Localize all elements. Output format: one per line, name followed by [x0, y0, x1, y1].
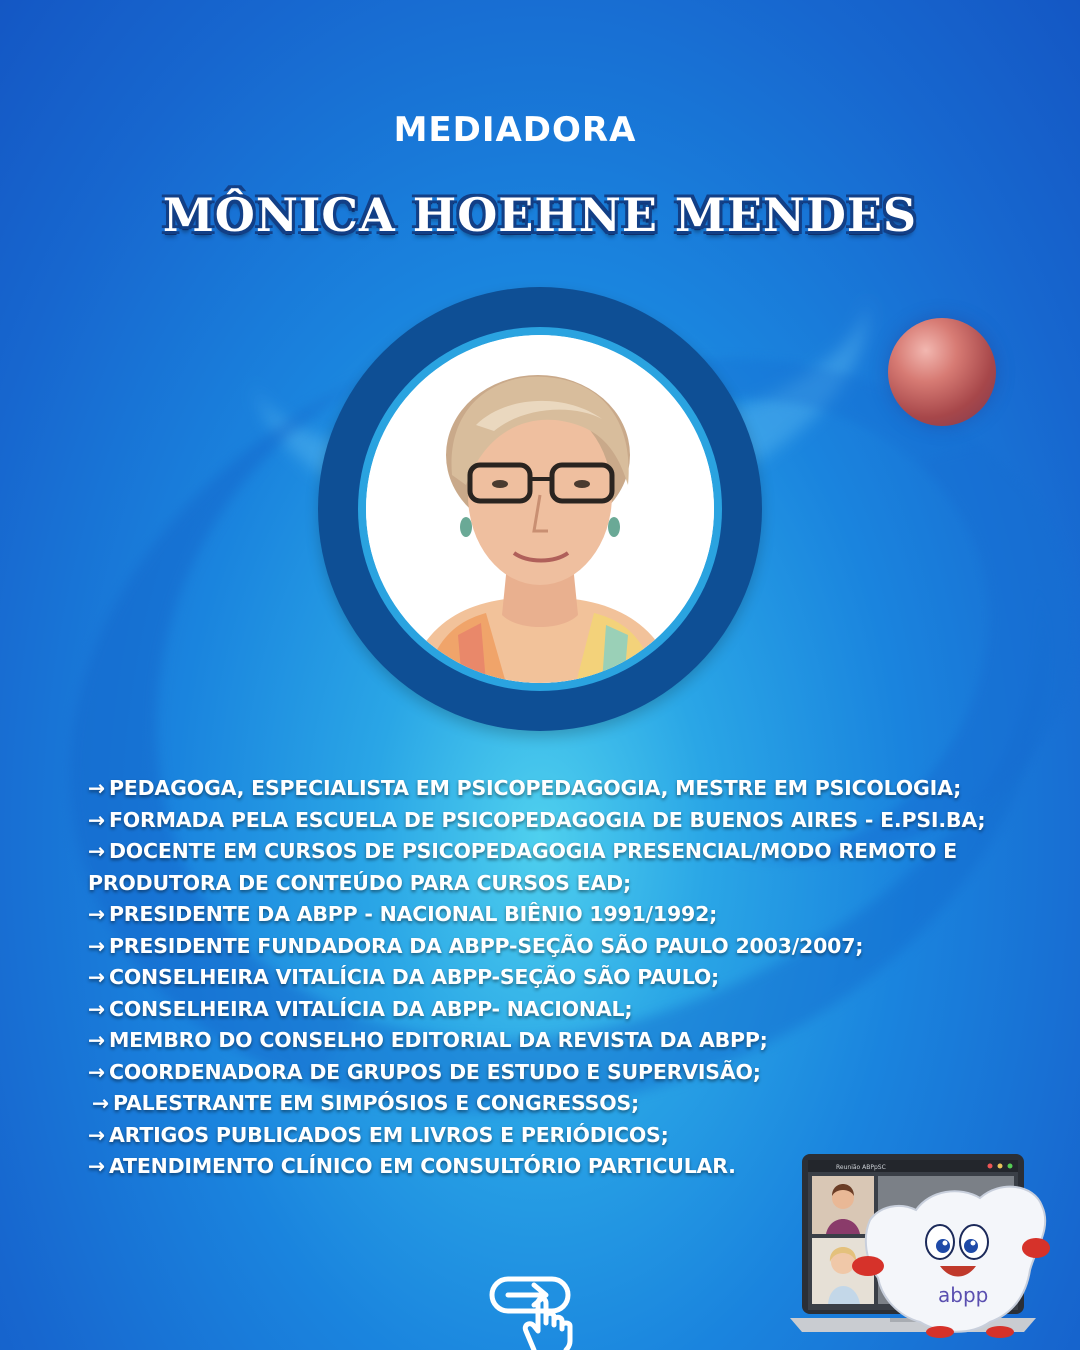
bio-item-continuation: PRODUTORA DE CONTEÚDO PARA CURSOS EAD;: [88, 870, 631, 895]
portrait-photo: [366, 335, 714, 683]
arrow-right-icon: →: [88, 965, 105, 989]
bio-item: → ATENDIMENTO CLÍNICO EM CONSULTÓRIO PARTICULAR.: [88, 1154, 736, 1178]
arrow-right-icon: →: [88, 1154, 105, 1178]
portrait-frame: [318, 287, 762, 731]
bio-item: → PRESIDENTE FUNDADORA DA ABPP-SEÇÃO SÃO PAULO 2003/2007;: [88, 933, 864, 958]
pointing-hand-arrow-icon[interactable]: [488, 1275, 592, 1350]
arrow-right-icon: →: [88, 1059, 105, 1084]
bio-item: → CONSELHEIRA VITALÍCIA DA ABPP-SEÇÃO SÃO PAULO;: [88, 965, 720, 989]
bio-item: → DOCENTE EM CURSOS DE PSICOPEDAGOGIA PRESENCIAL/MODO REMOTO E: [88, 839, 957, 863]
arrow-right-icon: →: [88, 807, 105, 832]
bio-item: → ARTIGOS PUBLICADOS EM LIVROS E PERIÓDICOS;: [88, 1122, 669, 1147]
arrow-right-icon: →: [88, 839, 105, 863]
bio-item: → FORMADA PELA ESCUELA DE PSICOPEDAGOGIA DE BUENOS AIRES - E.PSI.BA;: [88, 807, 986, 832]
bio-item: → PEDAGOGA, ESPECIALISTA EM PSICOPEDAGOGIA, MESTRE EM PSICOLOGIA;: [88, 776, 962, 800]
abpp-logo-text: abpp: [938, 1283, 989, 1307]
bio-item: → PALESTRANTE EM SIMPÓSIOS E CONGRESSOS;: [92, 1091, 640, 1115]
bio-item: → COORDENADORA DE GRUPOS DE ESTUDO E SUPERVISÃO;: [88, 1059, 761, 1084]
decorative-sphere: [888, 318, 996, 426]
arrow-right-icon: →: [88, 902, 105, 926]
bio-item: → PRESIDENTE DA ABPP - NACIONAL BIÊNIO 1991/1992;: [88, 902, 718, 926]
arrow-right-icon: →: [88, 1028, 105, 1052]
portrait-illustration: [366, 335, 714, 683]
meeting-window-title: Reunião ABPpSC: [836, 1164, 886, 1171]
bio-item: → CONSELHEIRA VITALÍCIA DA ABPP- NACIONAL;: [88, 996, 633, 1021]
arrow-right-icon: →: [88, 1122, 105, 1147]
arrow-right-icon: →: [92, 1091, 109, 1115]
laptop-mascot-illustration: [790, 1150, 1052, 1340]
arrow-right-icon: →: [88, 776, 105, 800]
bio-item: → MEMBRO DO CONSELHO EDITORIAL DA REVISTA DA ABPP;: [88, 1028, 768, 1052]
arrow-right-icon: →: [88, 933, 105, 958]
mediator-name: MÔNICA HOEHNE MENDES: [162, 188, 918, 242]
bio-list: [88, 773, 1028, 1183]
arrow-right-icon: →: [88, 996, 105, 1021]
role-heading: MEDIADORA: [393, 110, 637, 150]
